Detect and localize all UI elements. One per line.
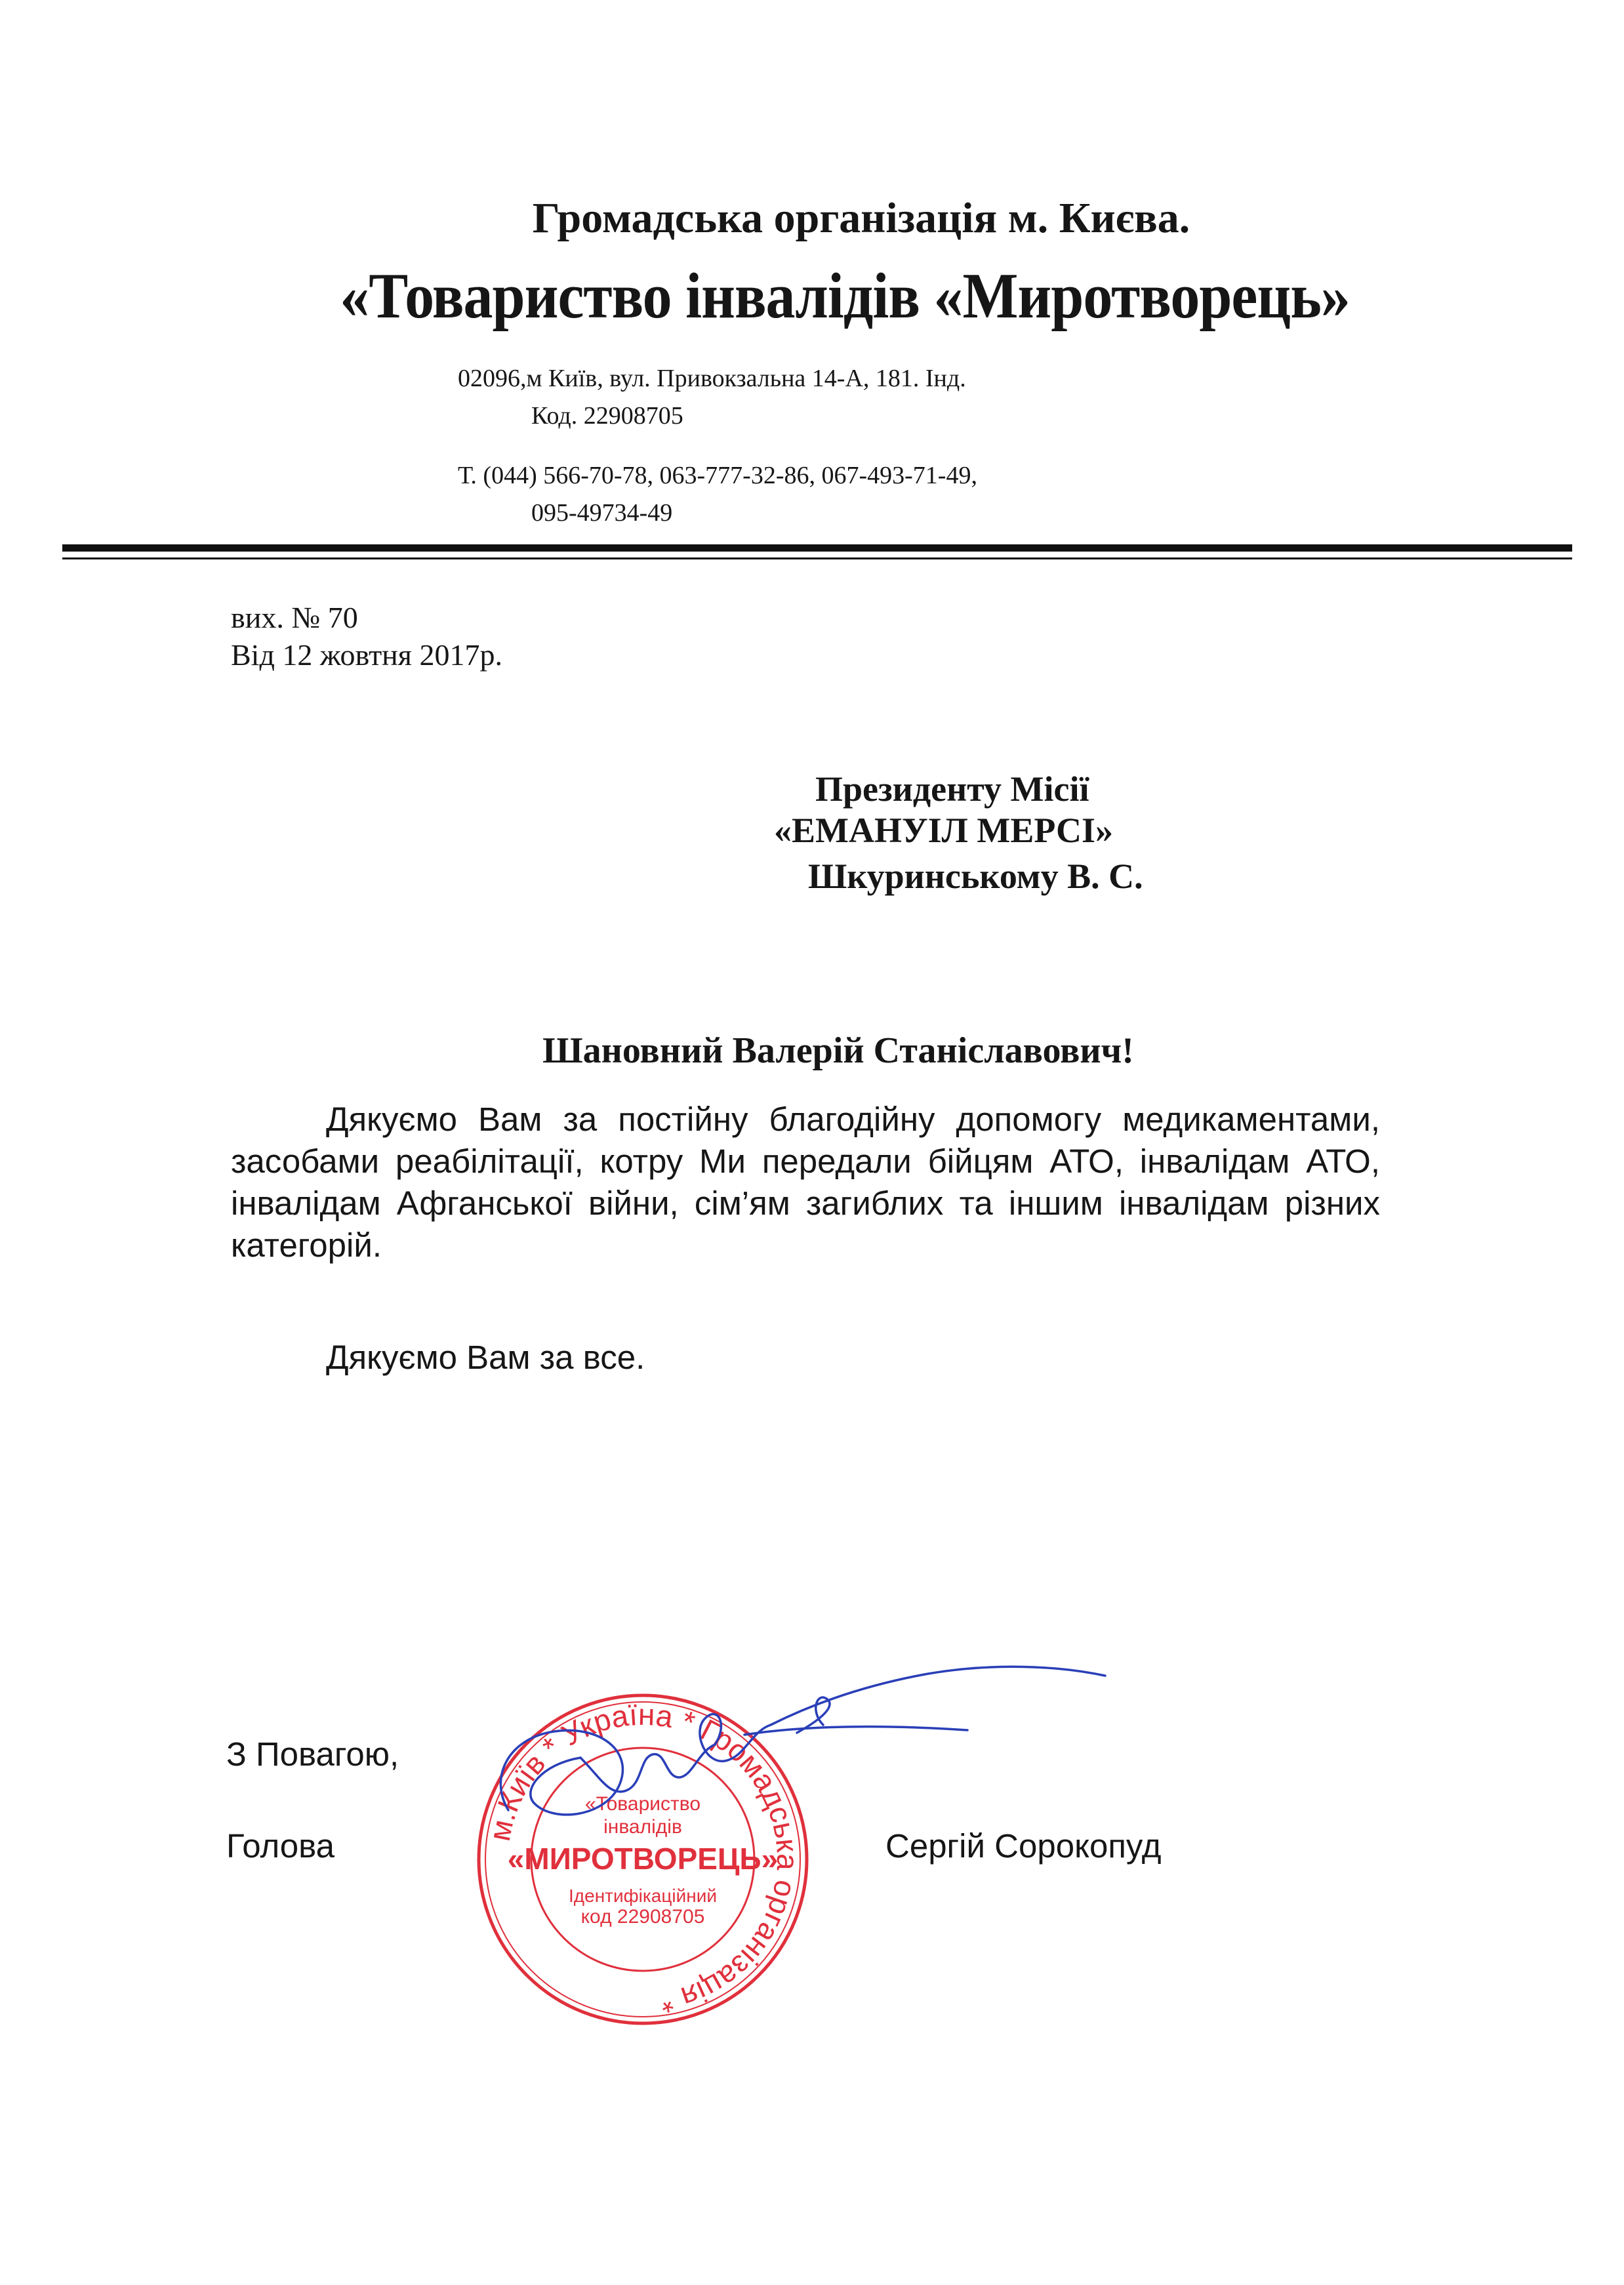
addressee-title: Президенту Місії (815, 769, 1089, 809)
letter-body: Дякуємо Вам за постійну благодійну допомогу медикаментами, засобами реабілітації, котру Ми передали бійцям АТО, інвалідам АТО, інвалідам Афганської війни, сім’ям загиблих та іншим інвалідам різних категорій. (231, 1101, 1380, 1264)
closing-thanks: Дякуємо Вам за все. (326, 1339, 645, 1376)
phone-numbers-extra: 095-49734-49 (531, 499, 673, 527)
letterhead-divider-thin (62, 557, 1572, 559)
stamp-inner-line5: код 22908705 (580, 1906, 705, 1928)
handwritten-signature (469, 1627, 1125, 1889)
addressee-organization: «ЕМАНУІЛ МЕРСІ» (774, 811, 1114, 850)
stamp-inner-line4: Ідентифікаційний (569, 1886, 717, 1906)
phone-numbers: Т. (044) 566-70-78, 063-777-32-86, 067-493-71-49, (458, 462, 977, 489)
stamp-inner-line3: «МИРОТВОРЕЦЬ» (507, 1842, 779, 1876)
organization-title: «Товариство інвалідів «Миротворець» (340, 260, 1350, 332)
address-line: 02096,м Київ, вул. Привокзальна 14-А, 181. Інд. (458, 365, 966, 392)
closing-regards: З Повагою, (226, 1735, 399, 1773)
stamp-inner-line1: «Товариство (584, 1793, 701, 1815)
letterhead-divider (62, 544, 1572, 552)
registration-code: Код. 22908705 (531, 402, 683, 430)
salutation: Шановний Валерій Станіславович! (542, 1030, 1134, 1071)
signer-name: Сергій Сорокопуд (885, 1827, 1162, 1865)
stamp-outer-text: м.Київ * Україна * Громадська організація * (481, 1697, 805, 2021)
outgoing-number: вих. № 70 (231, 601, 358, 634)
signer-position: Голова (226, 1827, 335, 1865)
stamp-inner-line2: інвалідів (603, 1816, 682, 1838)
addressee-name: Шкуринському В. С. (808, 857, 1143, 896)
letter-date: Від 12 жовтня 2017р. (231, 638, 502, 672)
organization-name: Громадська організація м. Києва. (532, 194, 1190, 242)
